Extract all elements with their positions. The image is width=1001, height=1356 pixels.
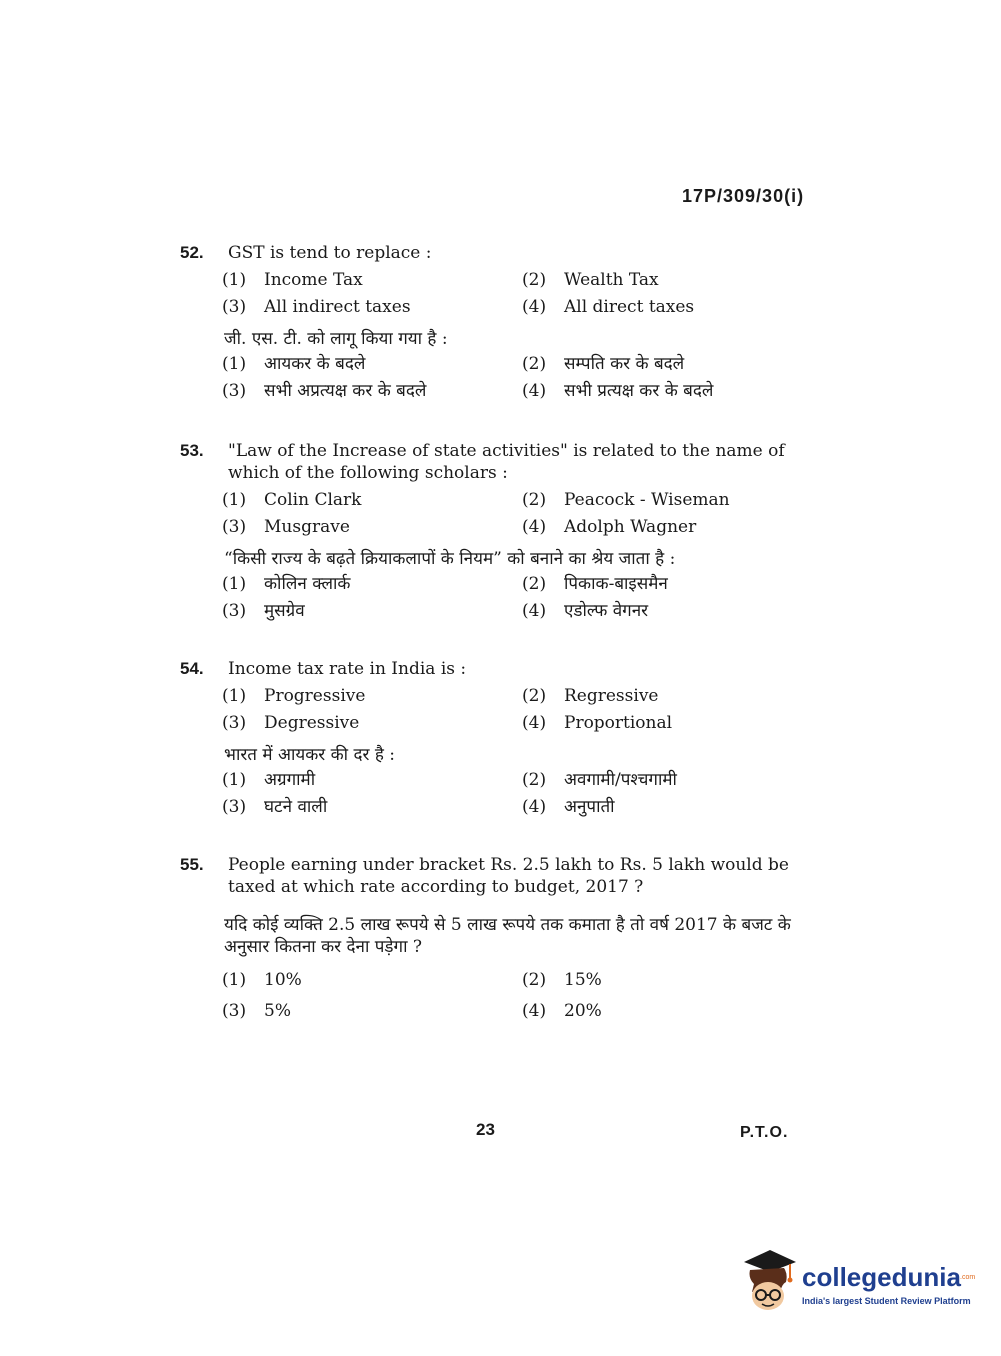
question-text-hindi: यदि कोई व्यक्ति 2.5 लाख रूपये से 5 लाख रूपये तक कमाता है तो वर्ष 2017 के बजट के अनुसार कितना कर देना पड़ेगा ? (224, 915, 791, 957)
option: (3) All indirect taxes (222, 297, 411, 317)
options-english (222, 490, 820, 538)
question-number: 55. (180, 855, 204, 874)
option: (2) 15% (522, 970, 602, 990)
question-number: 53. (180, 441, 204, 460)
option: (2) अवगामी/पश्चगामी (522, 770, 677, 790)
option: (1) Colin Clark (222, 490, 362, 510)
option: (1) कोलिन क्लार्क (222, 574, 351, 594)
option: (3) Musgrave (222, 517, 350, 537)
paper-code: 17P/309/30(i) (682, 186, 805, 206)
question-number: 52. (180, 243, 204, 262)
option: (1) Income Tax (222, 270, 363, 290)
mascot-icon (740, 1248, 798, 1314)
question-text-hindi: जी. एस. टी. को लागू किया गया है : (224, 329, 448, 349)
option: (3) Degressive (222, 713, 360, 733)
option: (4) अनुपाती (522, 797, 615, 817)
options-english (222, 270, 820, 318)
question-53 (180, 440, 820, 622)
option: (4) सभी प्रत्यक्ष कर के बदले (522, 381, 714, 401)
option: (4) Adolph Wagner (522, 517, 697, 537)
question-text-hindi: “किसी राज्य के बढ़ते क्रियाकलापों के नियम” को बनाने का श्रेय जाता है : (224, 549, 676, 569)
question-number: 54. (180, 659, 204, 678)
option: (3) 5% (222, 1001, 291, 1021)
option: (2) पिकाक-बाइसमैन (522, 574, 668, 594)
option: (4) All direct taxes (522, 297, 695, 317)
brand-tagline: India's largest Student Review Platform (802, 1296, 971, 1306)
option: (4) एडोल्फ वेगनर (522, 601, 649, 621)
option: (2) Regressive (522, 686, 659, 706)
option: (1) Progressive (222, 686, 366, 706)
pto-label: P.T.O. (740, 1124, 789, 1141)
question-text: People earning under bracket Rs. 2.5 lakh to Rs. 5 lakh would be taxed at which rate according to budget, 2017 ? (228, 855, 789, 897)
brand-suffix: .com (960, 1274, 976, 1281)
option: (3) सभी अप्रत्यक्ष कर के बदले (222, 381, 427, 401)
options-hindi (222, 354, 820, 402)
options-hindi (222, 970, 820, 1022)
option: (4) Proportional (522, 713, 673, 733)
option: (2) Wealth Tax (522, 270, 659, 290)
options-hindi (222, 574, 820, 622)
option: (1) आयकर के बदले (222, 354, 366, 374)
question-text: Income tax rate in India is : (228, 659, 467, 679)
option: (1) अग्रगामी (222, 770, 316, 790)
question-55 (180, 854, 820, 1022)
question-text: "Law of the Increase of state activities" is related to the name of which of the following scholars : (228, 441, 785, 483)
brand-name: collegedunia (802, 1262, 961, 1292)
option: (2) Peacock - Wiseman (522, 490, 730, 510)
collegedunia-watermark (740, 1248, 980, 1318)
options-english (222, 686, 820, 734)
question-52 (180, 242, 820, 402)
question-text: GST is tend to replace : (228, 243, 432, 263)
option: (1) 10% (222, 970, 302, 990)
option: (3) मुसग्रेव (222, 601, 305, 621)
option: (3) घटने वाली (222, 797, 328, 817)
option: (4) 20% (522, 1001, 602, 1021)
options-hindi (222, 770, 820, 818)
page-number: 23 (476, 1120, 495, 1139)
question-54 (180, 658, 820, 818)
option: (2) सम्पति कर के बदले (522, 354, 685, 374)
question-text-hindi: भारत में आयकर की दर है : (224, 745, 396, 765)
